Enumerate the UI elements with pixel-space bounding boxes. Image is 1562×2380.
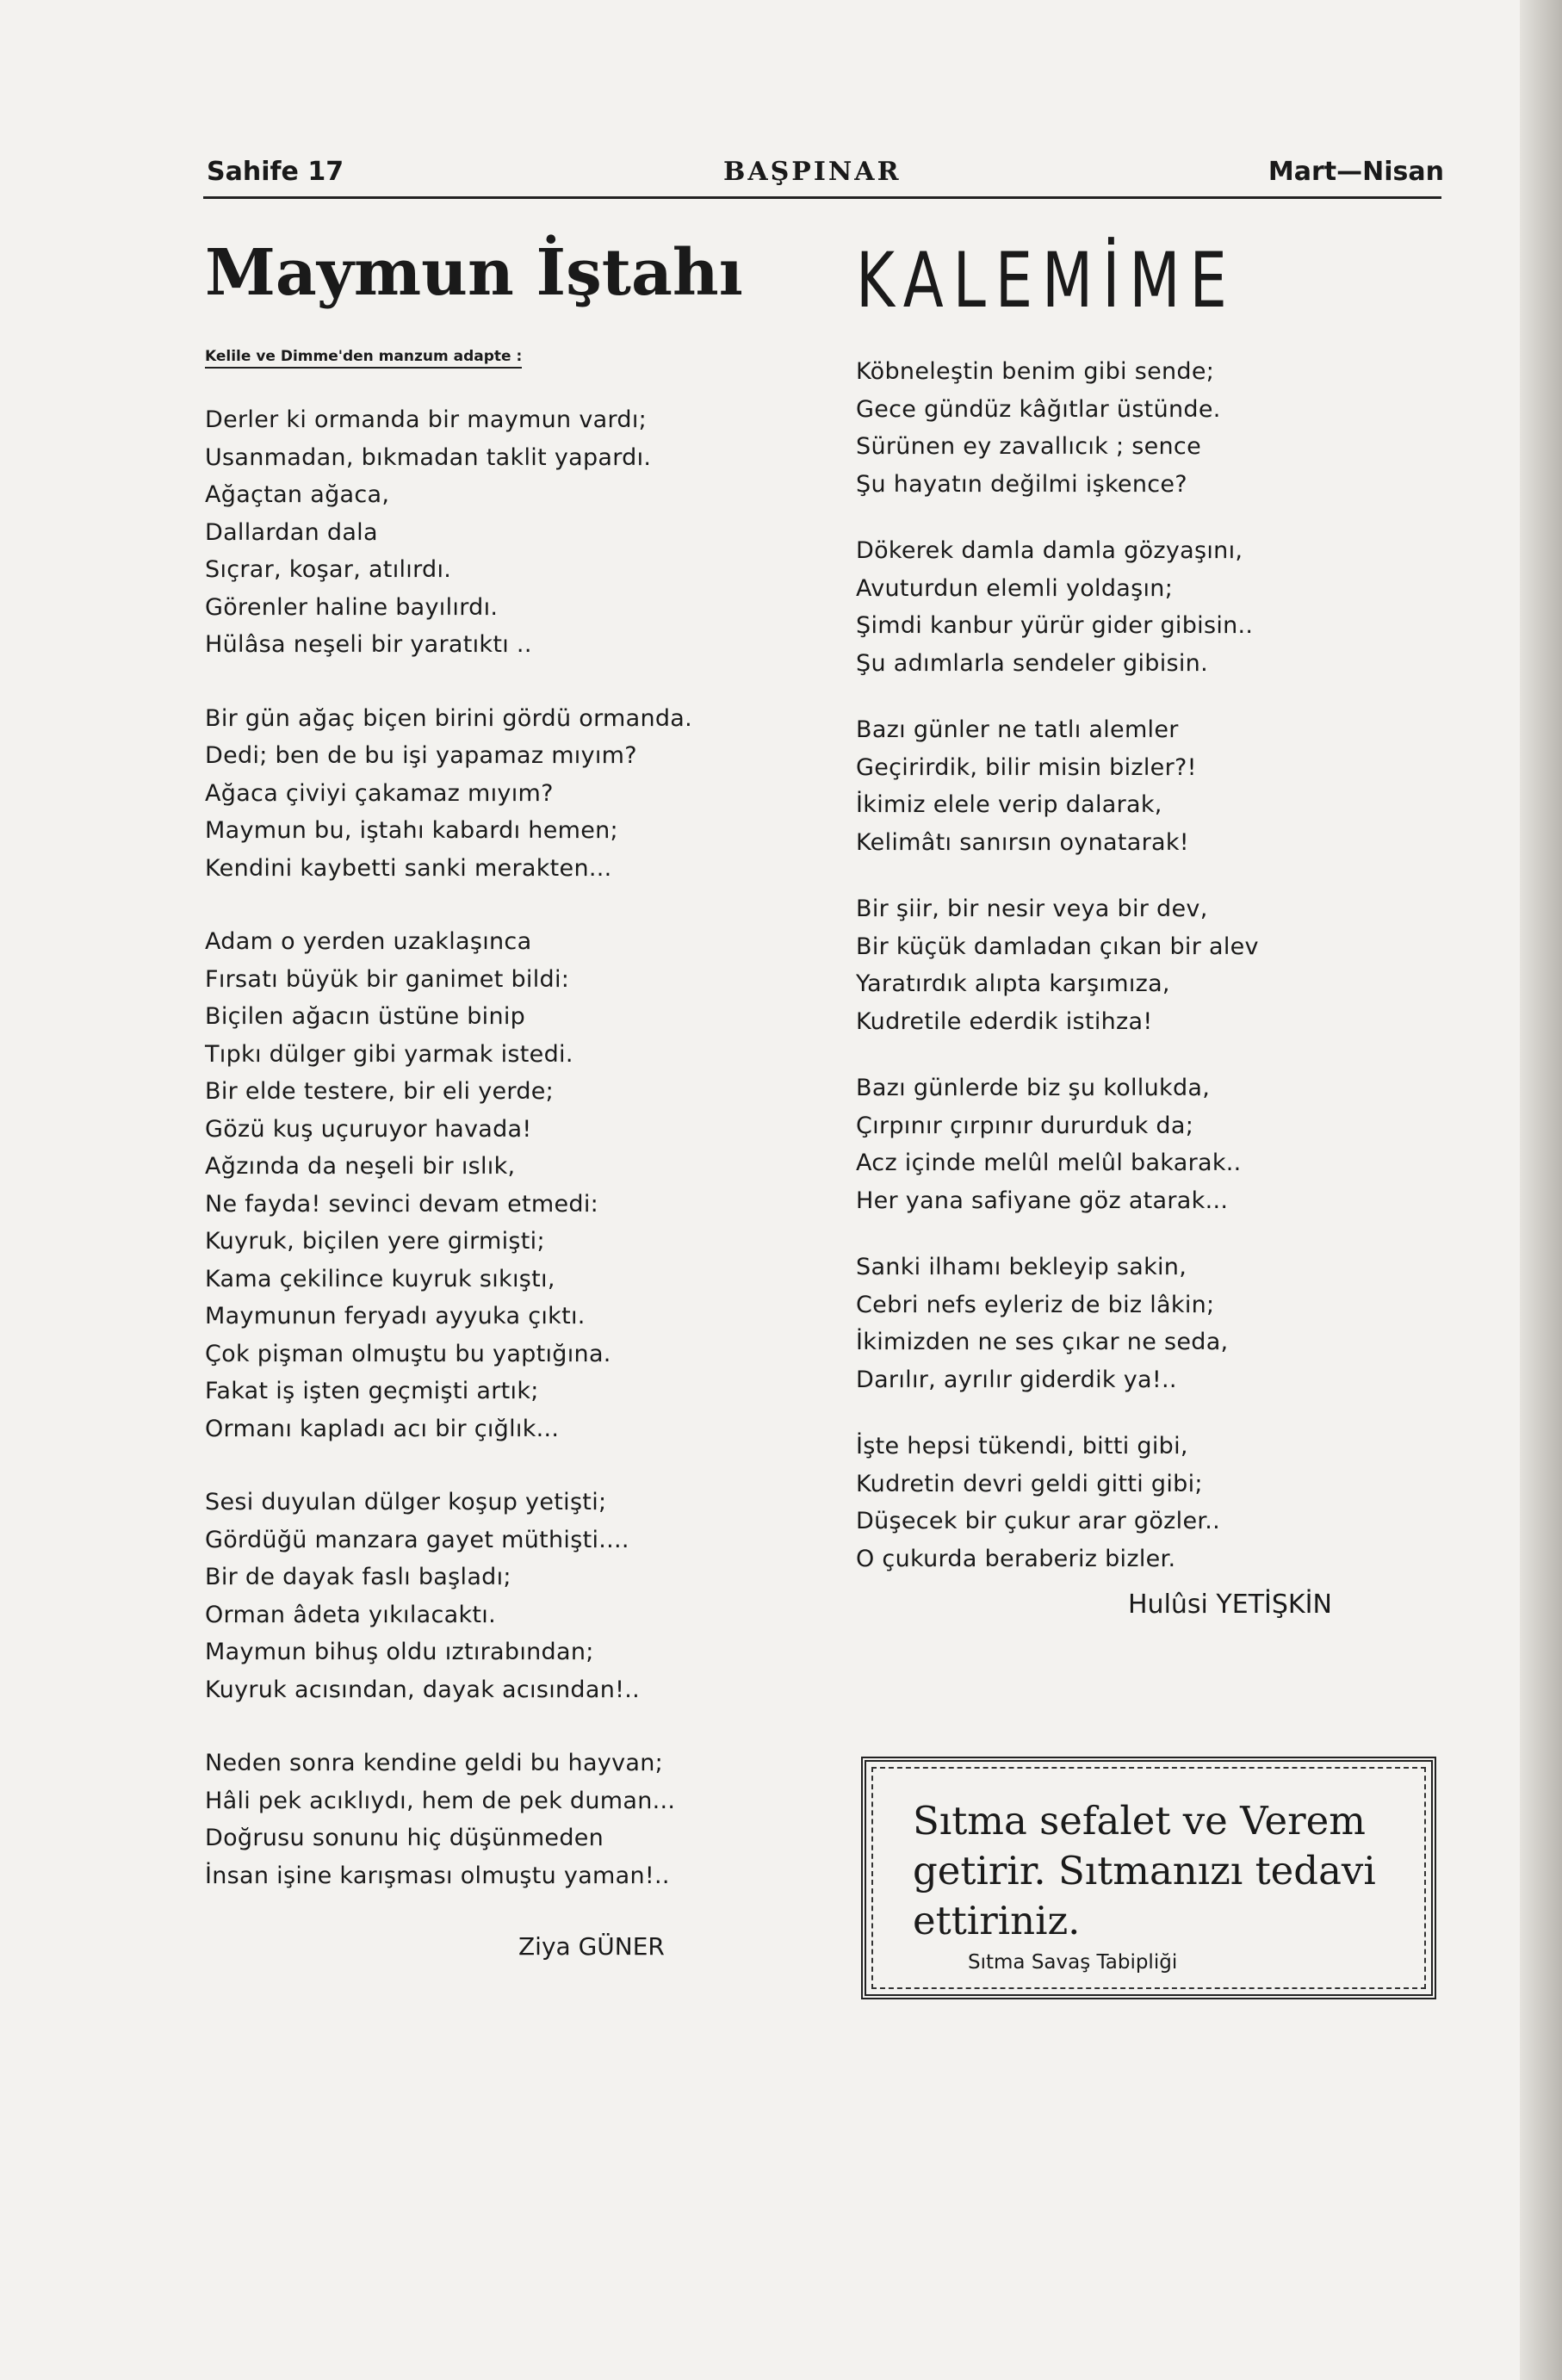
poem-line: Neden sonra kendine geldi bu hayvan; bbox=[205, 1750, 663, 1776]
poem-right-body bbox=[856, 353, 1450, 1577]
poem-line: Darılır, ayrılır giderdik ya!.. bbox=[856, 1366, 1177, 1393]
stanza bbox=[205, 401, 790, 664]
poem-line: Bazı günler ne tatlı alemler bbox=[856, 716, 1179, 743]
poem-line: Orman âdeta yıkılacaktı. bbox=[205, 1601, 496, 1628]
stanza bbox=[856, 532, 1450, 682]
poem-line: Kelimâtı sanırsın oynatarak! bbox=[856, 828, 1189, 856]
poem-line: Ağzında da neşeli bir ıslık, bbox=[205, 1153, 516, 1180]
poem-line: Gördüğü manzara gayet müthişti.... bbox=[205, 1526, 629, 1553]
poem-line: Sürünen ey zavallıcık ; sence bbox=[856, 433, 1201, 460]
stanza bbox=[856, 1428, 1450, 1577]
poem-line: Her yana safiyane göz atarak... bbox=[856, 1187, 1229, 1214]
poem-line: Derler ki ormanda bir maymun vardı; bbox=[205, 406, 648, 433]
poem-line: Dökerek damla damla gözyaşını, bbox=[856, 537, 1243, 564]
poem-line: Köbneleştin benim gibi sende; bbox=[856, 358, 1215, 385]
poem-left-body bbox=[205, 401, 790, 1894]
health-notice-text: Sıtma sefalet ve Verem getirir. Sıtmanızı tedavi ettiriniz. bbox=[913, 1798, 1376, 1943]
poem-line: Kuyruk acısından, dayak acısından!.. bbox=[205, 1676, 640, 1703]
poem-left-subtitle: Kelile ve Dimme'den manzum adapte : bbox=[205, 348, 522, 369]
stanza bbox=[205, 923, 790, 1447]
poem-line: Kendini kaybetti sanki merakten... bbox=[205, 854, 612, 882]
poem-line: Kudretile ederdik istihza! bbox=[856, 1007, 1153, 1035]
poem-line: Düşecek bir çukur arar gözler.. bbox=[856, 1508, 1221, 1534]
poem-line: Ne fayda! sevinci devam etmedi: bbox=[205, 1190, 599, 1218]
poem-line: Kuyruk, biçilen yere girmişti; bbox=[205, 1228, 545, 1255]
poem-line: Fakat iş işten geçmişti artık; bbox=[205, 1378, 539, 1404]
poem-line: Bir elde testere, bir eli yerde; bbox=[205, 1078, 555, 1105]
poem-line: Tıpkı dülger gibi yarmak istedi. bbox=[205, 1040, 573, 1068]
poem-line: Maymun bihuş oldu ıztırabından; bbox=[205, 1639, 594, 1665]
poem-line: Gece gündüz kâğıtlar üstünde. bbox=[856, 395, 1221, 423]
poem-line: Şu hayatın değilmi işkence? bbox=[856, 470, 1187, 498]
poem-left-title: Maymun İştahı bbox=[205, 236, 743, 310]
poem-line: Ormanı kapladı acı bir çığlık... bbox=[205, 1415, 560, 1442]
poem-line: İkimizden ne ses çıkar ne seda, bbox=[856, 1329, 1229, 1355]
poem-line: Biçilen ağacın üstüne binip bbox=[205, 1003, 526, 1030]
poem-line: Yaratırdık alıpta karşımıza, bbox=[856, 970, 1170, 997]
poem-line: İnsan işine karışması olmuştu yaman!.. bbox=[205, 1862, 670, 1889]
poem-line: Ağaçtan ağaca, bbox=[205, 481, 390, 508]
poem-line: Gözü kuş uçuruyor havada! bbox=[205, 1115, 532, 1143]
poem-line: Dallardan dala bbox=[205, 518, 378, 546]
poem-line: Maymunun feryadı ayyuka çıktı. bbox=[205, 1303, 586, 1329]
poem-line: Ağaca çiviyi çakamaz mıyım? bbox=[205, 779, 554, 807]
poem-right-author: Hulûsi YETİŞKİN bbox=[1128, 1590, 1332, 1620]
poem-line: Bir gün ağaç biçen birini gördü ormanda. bbox=[205, 704, 693, 732]
poem-line: Sesi duyulan dülger koşup yetişti; bbox=[205, 1489, 607, 1515]
poem-line: Kudretin devri geldi gitti gibi; bbox=[856, 1470, 1203, 1497]
poem-line: Fırsatı büyük bir ganimet bildi: bbox=[205, 965, 570, 993]
poem-right bbox=[856, 236, 1450, 1620]
poem-line: Acz içinde melûl melûl bakarak.. bbox=[856, 1150, 1242, 1176]
poem-line: Kama çekilince kuyruk sıkıştı, bbox=[205, 1265, 555, 1292]
stanza bbox=[205, 1484, 790, 1708]
poem-left bbox=[205, 236, 790, 1961]
issue-date: Mart—Nisan bbox=[1268, 157, 1444, 187]
poem-right-title: KALEMİME bbox=[856, 236, 1237, 325]
poem-line: Usanmadan, bıkmadan taklit yapardı. bbox=[205, 443, 652, 471]
health-notice-box bbox=[861, 1757, 1436, 1999]
poem-line: Bazı günlerde biz şu kollukda, bbox=[856, 1075, 1211, 1101]
poem-line: O çukurda beraberiz bizler. bbox=[856, 1545, 1176, 1572]
poem-line: Görenler haline bayılırdı. bbox=[205, 593, 499, 621]
stanza bbox=[856, 890, 1450, 1040]
stanza bbox=[856, 353, 1450, 503]
poem-line: Şimdi kanbur yürür gider gibisin.. bbox=[856, 612, 1254, 639]
stanza bbox=[856, 711, 1450, 861]
poem-line: Sıçrar, koşar, atılırdı. bbox=[205, 556, 452, 583]
poem-line: Çırpınır çırpınır dururduk da; bbox=[856, 1112, 1194, 1139]
stanza bbox=[856, 1249, 1450, 1398]
page-number: Sahife 17 bbox=[207, 157, 344, 187]
stanza bbox=[205, 700, 790, 888]
poem-left-author: Ziya GÜNER bbox=[518, 1932, 665, 1961]
stanza bbox=[205, 1745, 790, 1894]
poem-line: Cebri nefs eyleriz de biz lâkin; bbox=[856, 1291, 1215, 1318]
poem-line: İkimiz elele verip dalarak, bbox=[856, 791, 1162, 818]
poem-line: Adam o yerden uzaklaşınca bbox=[205, 928, 532, 955]
poem-line: Çok pişman olmuştu bu yaptığına. bbox=[205, 1340, 611, 1367]
header-rule bbox=[203, 196, 1441, 199]
poem-line: Şu adımlarla sendeler gibisin. bbox=[856, 649, 1208, 677]
health-notice-signature: Sıtma Savaş Tabipliği bbox=[968, 1951, 1178, 1974]
poem-line: Geçirirdik, bilir misin bizler?! bbox=[856, 753, 1197, 781]
poem-line: Dedi; ben de bu işi yapamaz mıyım? bbox=[205, 742, 637, 769]
poem-line: Bir şiir, bir nesir veya bir dev, bbox=[856, 896, 1208, 922]
poem-line: Doğrusu sonunu hiç düşünmeden bbox=[205, 1825, 604, 1851]
poem-line: Bir de dayak faslı başladı; bbox=[205, 1564, 511, 1590]
masthead: BAŞPINAR bbox=[723, 157, 902, 187]
poem-line: Avuturdun elemli yoldaşın; bbox=[856, 574, 1174, 602]
poem-line: İşte hepsi tükendi, bitti gibi, bbox=[856, 1433, 1188, 1460]
page-edge bbox=[1520, 0, 1562, 2380]
poem-line: Sanki ilhamı bekleyip sakin, bbox=[856, 1254, 1187, 1280]
poem-line: Bir küçük damladan çıkan bir alev bbox=[856, 933, 1259, 960]
poem-line: Hâli pek acıklıydı, hem de pek duman... bbox=[205, 1787, 676, 1814]
poem-line: Hülâsa neşeli bir yaratıktı .. bbox=[205, 631, 532, 658]
stanza bbox=[856, 1069, 1450, 1219]
poem-line: Maymun bu, iştahı kabardı hemen; bbox=[205, 817, 618, 844]
page-header bbox=[207, 157, 1444, 198]
